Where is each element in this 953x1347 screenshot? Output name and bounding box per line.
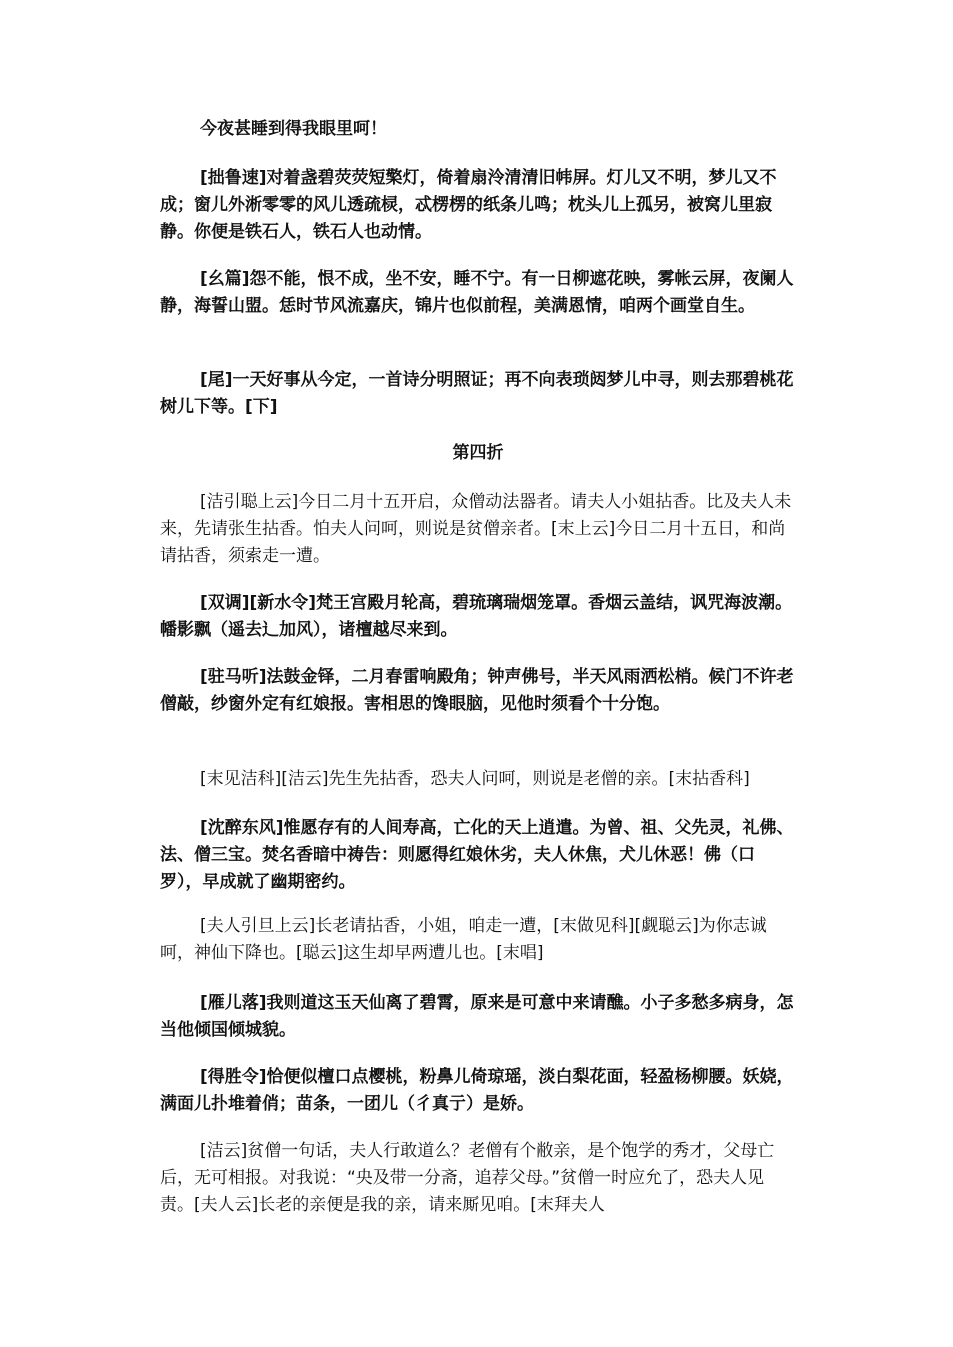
- paragraph-1: 今夜甚睡到得我眼里呵！: [200, 119, 387, 139]
- paragraph-12: [得胜令]恰便似檀口点樱桃，粉鼻儿倚琼瑶，淡白梨花面，轻盈杨柳腰。妖娆，满面儿扑堆着俏；苗条，一团儿（彳真亍）是娇。: [160, 1067, 794, 1114]
- paragraph-5: [洁引聪上云]今日二月十五开启，众僧动法器者。请夫人小姐拈香。比及夫人未来，先请张生拈香。怕夫人问呵，则说是贫僧亲者。[末上云]今日二月十五日，和尚请拈香，须索走一遭。: [160, 492, 792, 566]
- paragraph-8: [末见洁科][洁云]先生先拈香，恐夫人问呵，则说是老僧的亲。[末拈香科]: [200, 769, 750, 789]
- paragraph-10: [夫人引旦上云]长老请拈香，小姐，咱走一遭，[末做见科][觑聪云]为你志诚呵，神仙下降也。[聪云]这生却早两遭儿也。[末唱]: [160, 916, 767, 963]
- paragraph-2: [拙鲁速]对着盏碧荧荧短檠灯，倚着扇泠清清旧帏屏。灯儿又不明，梦儿又不成；窗儿外淅零零的风儿透疏棂，忒楞楞的纸条儿鸣；枕头儿上孤另，被窝儿里寂静。你便是铁石人，铁石人也动情。: [160, 168, 777, 242]
- paragraph-6: [双调][新水令]梵王宫殿月轮高，碧琉璃瑞烟笼罩。香烟云盖结，讽咒海波潮。幡影飘（遥去辶加风），诸檀越尽来到。: [160, 593, 793, 640]
- chapter-heading: 第四折: [452, 443, 504, 463]
- paragraph-7: [驻马听]法鼓金铎，二月春雷响殿角；钟声佛号，半天风雨洒松梢。候门不许老僧敲，纱窗外定有红娘报。害相思的馋眼脑，见他时须看个十分饱。: [160, 667, 794, 714]
- paragraph-11: [雁儿落]我则道这玉天仙离了碧霄，原来是可意中来请醮。小子多愁多病身，怎当他倾国倾城貌。: [160, 993, 794, 1040]
- paragraph-13: [洁云]贫僧一句话，夫人行敢道么？老僧有个敝亲，是个饱学的秀才，父母亡后，无可相报。对我说：“央及带一分斋，追荐父母。”贫僧一时应允了，恐夫人见责。[夫人云]长老的亲便是我的亲，请来厮见咱。[末拜夫人: [160, 1141, 775, 1215]
- paragraph-9: [沈醉东风]惟愿存有的人间寿高，亡化的天上逍遣。为曾、祖、父先灵，礼佛、法、僧三宝。焚名香暗中祷告：则愿得红娘休劣，夫人休焦，犬儿休恶！佛（口罗），早成就了幽期密约。: [160, 818, 794, 892]
- paragraph-4: [尾]一天好事从今定，一首诗分明照证；再不向表琐闼梦儿中寻，则去那碧桃花树儿下等。[下]: [160, 370, 794, 417]
- paragraph-3: [幺篇]怨不能，恨不成，坐不安，睡不宁。有一日柳遮花映，雾帐云屏，夜阑人静，海誓山盟。恁时节风流嘉庆，锦片也似前程，美满恩情，咱两个画堂自生。: [160, 269, 794, 316]
